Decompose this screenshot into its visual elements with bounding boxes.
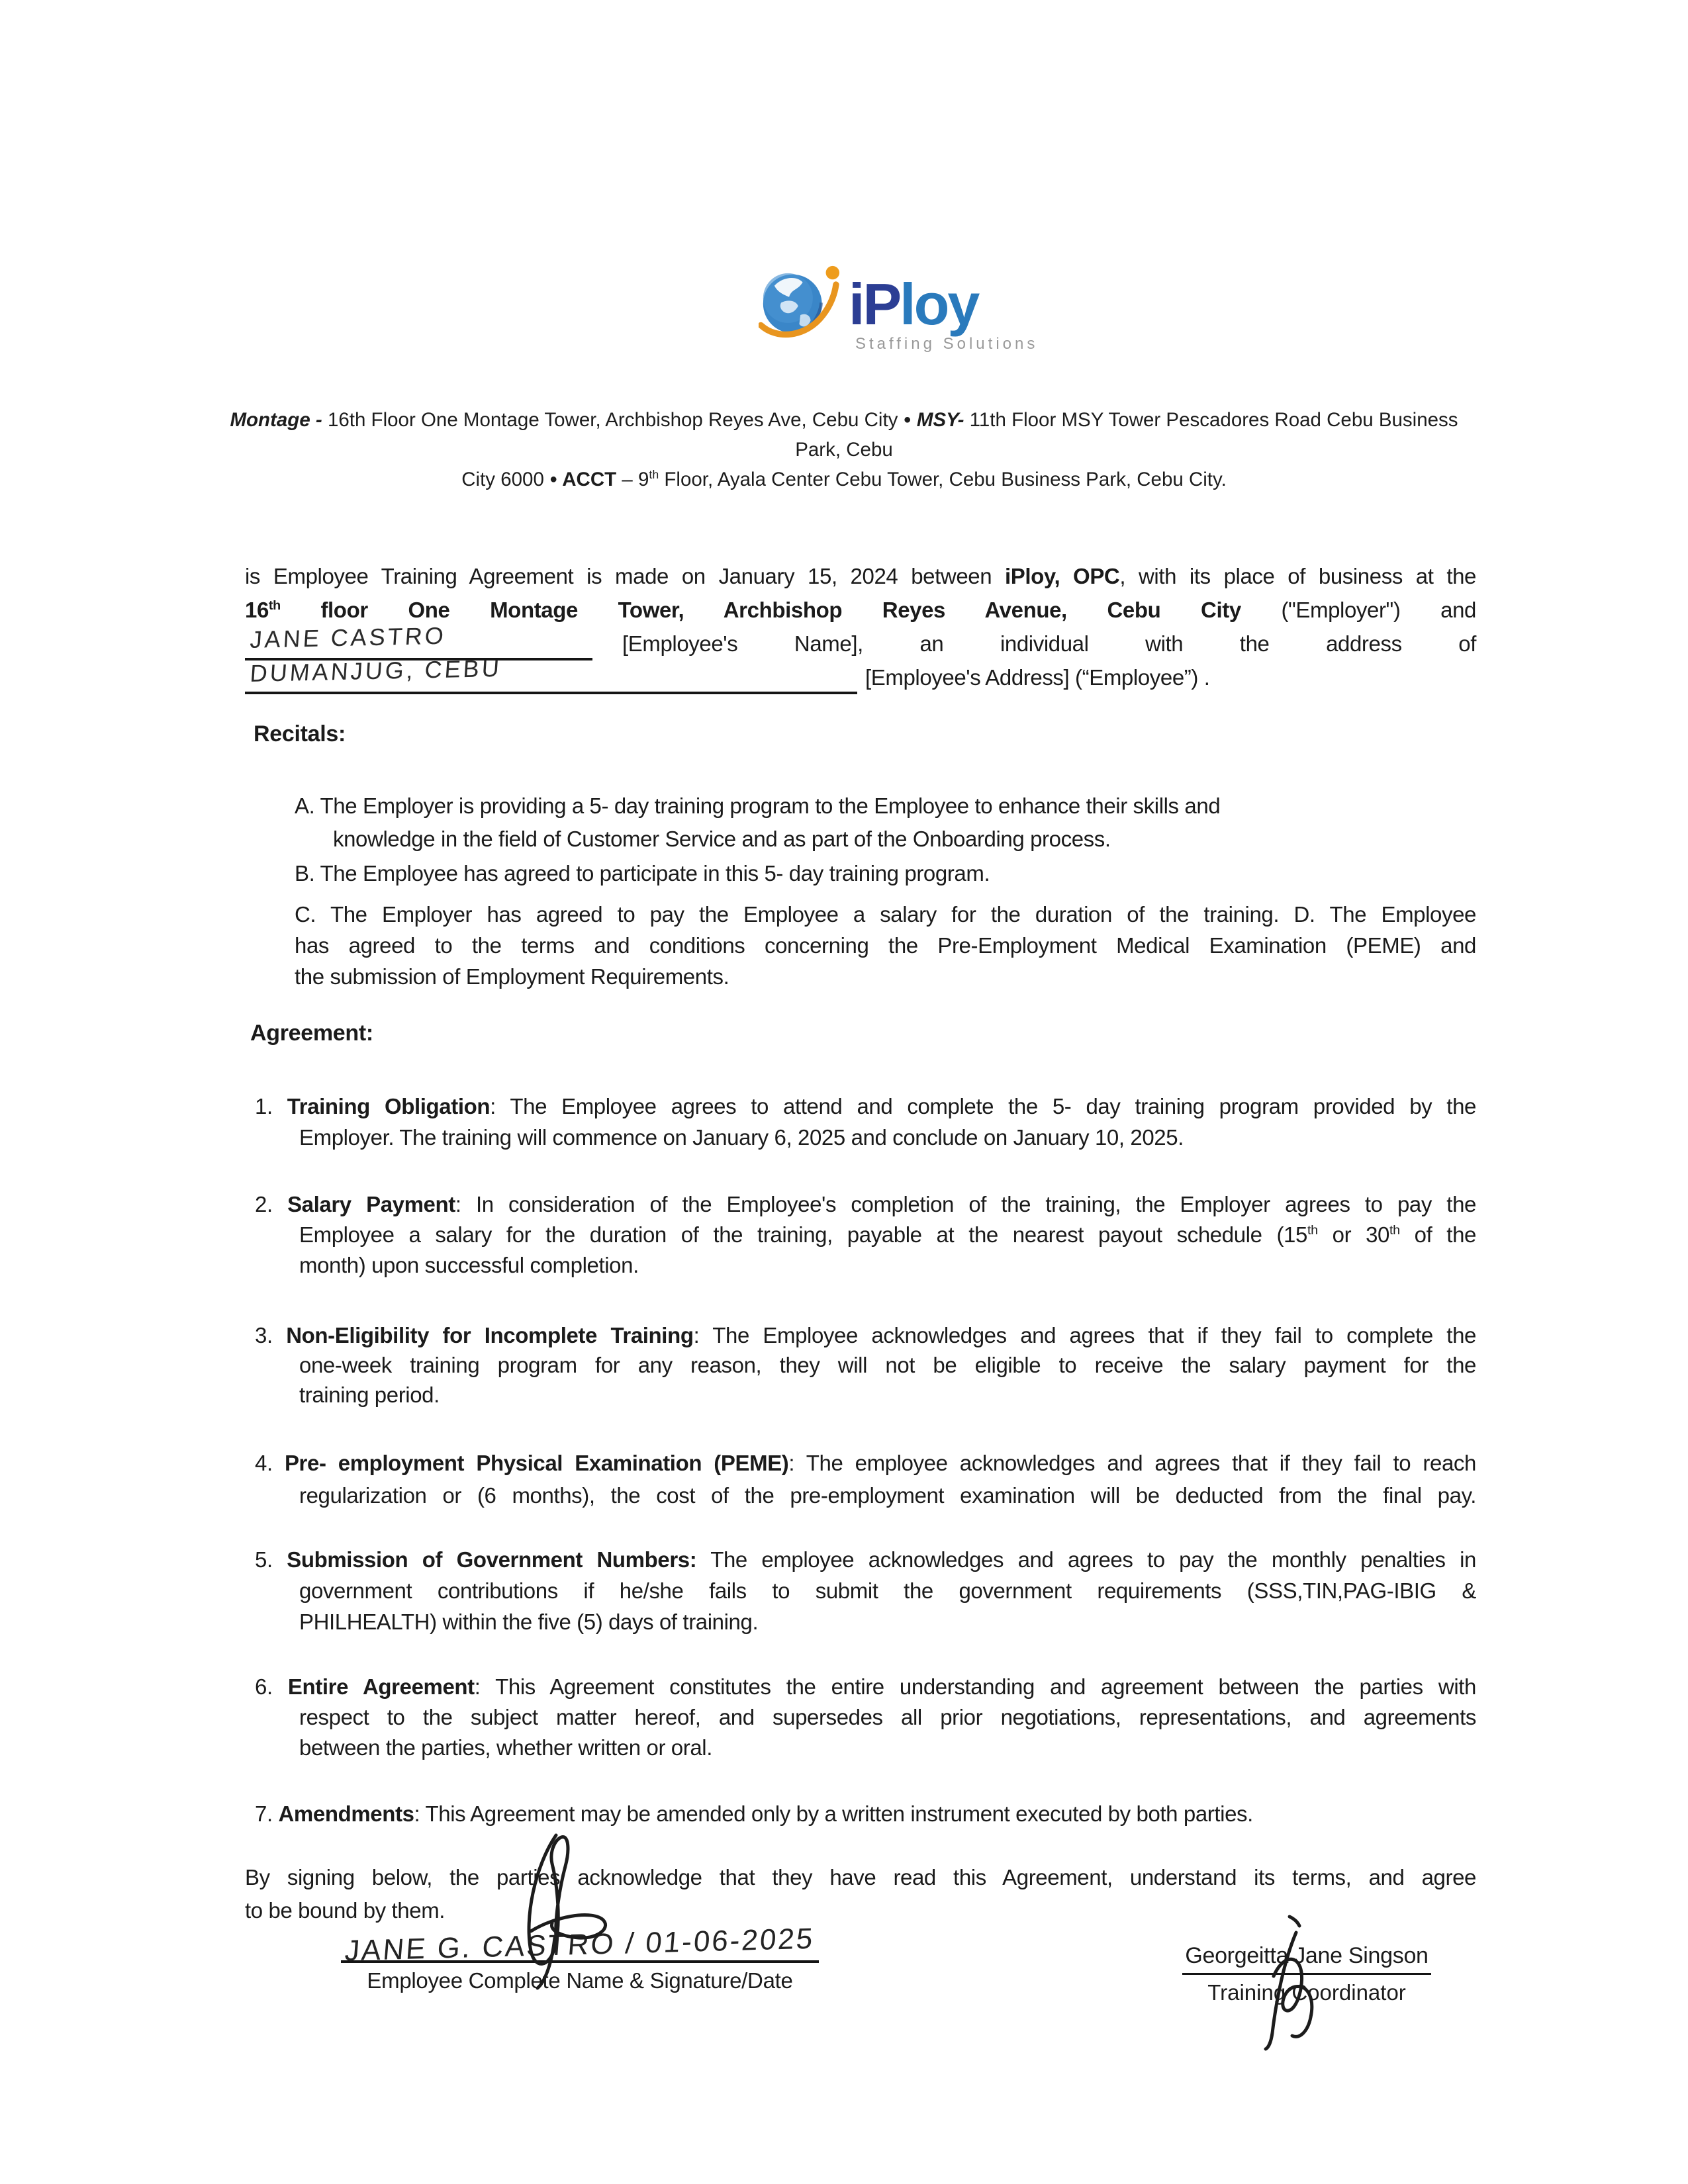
item-4-line-1 <box>245 1447 1476 1479</box>
text-run: [Employee's Name], an individual with the address of <box>622 631 1476 656</box>
item-7-line-1 <box>245 1798 1476 1829</box>
text-run: [Employee's Address] (“Employee”) . <box>865 665 1210 690</box>
text-run: is Employee Training Agreement is made on January 15, 2024 between <box>245 564 1006 588</box>
item-2-line-3: month) upon successful completion. <box>299 1253 639 1277</box>
item-1-line-1 <box>245 1091 1476 1122</box>
item-3-line-2: one-week training program for any reason, they will not be eligible to receive the salary payment for the <box>299 1353 1476 1377</box>
item-number: 1. <box>255 1094 287 1118</box>
employee-address-blank-line <box>245 654 857 694</box>
item-number: 5. <box>255 1547 287 1572</box>
closing-paragraph <box>245 1861 1476 1927</box>
text-run: The employee acknowledges and agrees to pay the monthly penalties in <box>696 1547 1476 1572</box>
text-run: 16th Floor One Montage Tower, Archbishop Reyes Ave, Cebu City <box>322 409 904 431</box>
item-6-line-1 <box>245 1672 1476 1702</box>
brand-prefix: iP <box>849 271 900 337</box>
agreement-item-7 <box>245 1798 1476 1829</box>
globe-swoosh-icon <box>759 258 843 345</box>
text-run: Floor, Ayala Center Cebu Tower, Cebu Business Park, Cebu City. <box>659 469 1227 490</box>
recital-c-line-1: C. The Employer has agreed to pay the Employee a salary for the duration of the training. D. The Employee <box>295 902 1476 927</box>
recital-a-line-2: knowledge in the field of Customer Service and as part of the Onboarding process. <box>333 827 1111 851</box>
office-address <box>212 405 1476 494</box>
item-title: Entire Agreement <box>287 1674 475 1699</box>
recitals-heading: Recitals: <box>254 721 346 747</box>
text-run: : This Agreement constitutes the entire understanding and agreement between the parties with <box>474 1674 1476 1699</box>
text-run: – 9 <box>616 469 649 490</box>
employer-name-bold: iPloy, OPC <box>1005 564 1120 588</box>
recital-item-c <box>245 899 1476 992</box>
item-2-line-1 <box>245 1189 1476 1220</box>
text-run: , with its place of business at the <box>1119 564 1477 588</box>
closing-line-1: By signing below, the parties acknowledge that they have read this Agreement, understand its terms, and agree <box>245 1865 1476 1889</box>
montage-label: Montage - <box>230 409 322 431</box>
coordinator-title: Training Coordinator <box>1207 1980 1406 2005</box>
intro-line-4 <box>245 654 1476 694</box>
agreement-heading: Agreement: <box>250 1021 373 1046</box>
item-title: Pre- employment Physical Examination (PEME) <box>284 1451 789 1475</box>
item-number: 2. <box>255 1192 288 1216</box>
item-title: Training Obligation <box>287 1094 491 1118</box>
text-run: : In consideration of the Employee's completion of the training, the Employer agrees to pay the <box>455 1192 1476 1216</box>
intro-line-1 <box>245 559 1476 593</box>
text-run: Employee a salary for the duration of the training, payable at the nearest payout schedule (15 <box>299 1222 1307 1247</box>
intro-paragraph <box>245 559 1476 694</box>
recital-c-line-2: has agreed to the terms and conditions concerning the Pre-Employment Medical Examination (PEME) and <box>295 933 1476 958</box>
recital-a-line-1: A. The Employer is providing a 5- day training program to the Employee to enhance their skills and <box>295 794 1221 818</box>
iploy-logo <box>759 258 1038 353</box>
employee-name-date-handwritten: JANE G. CASTRO / 01-06-2025 <box>344 1922 816 1968</box>
agreement-item-2 <box>245 1189 1476 1281</box>
employee-name-handwritten: JANE CASTRO <box>249 621 447 653</box>
brand-suffix: loy <box>900 271 978 337</box>
closing-line-2: to be bound by them. <box>245 1898 445 1923</box>
text-run: or 30 <box>1317 1222 1389 1247</box>
item-title: Non-Eligibility for Incomplete Training <box>286 1323 694 1347</box>
item-6-line-3: between the parties, whether written or oral. <box>299 1735 713 1760</box>
agreement-item-4 <box>245 1447 1476 1512</box>
recital-c-line-3: the submission of Employment Requirements. <box>295 964 729 989</box>
item-number: 3. <box>255 1323 287 1347</box>
item-2-line-2 <box>245 1220 1476 1250</box>
text-run: ("Employer") and <box>1281 598 1476 622</box>
item-number: 6. <box>255 1674 288 1699</box>
address-line-1 <box>212 405 1476 465</box>
ordinal-suffix: th <box>1307 1223 1318 1238</box>
recital-b-line-1: B. The Employee has agreed to participate in this 5- day training program. <box>295 861 990 886</box>
address-line-2 <box>212 465 1476 494</box>
logo-text-block <box>849 271 1039 353</box>
agreement-item-5 <box>245 1544 1476 1637</box>
text-run: : The Employee acknowledges and agrees that if they fail to complete the <box>693 1323 1476 1347</box>
item-title: Amendments <box>278 1801 414 1826</box>
item-number: 4. <box>255 1451 285 1475</box>
recital-item-b <box>245 857 1476 890</box>
coordinator-name: Georgeitta Jane Singson <box>1182 1943 1430 1975</box>
msy-label: MSY- <box>911 409 964 431</box>
item-3-line-1 <box>245 1320 1476 1350</box>
item-number: 7. <box>255 1801 279 1826</box>
bullet-separator: ● <box>903 412 912 427</box>
text-run: 11th Floor MSY Tower Pescadores Road Cebu Business Park, Cebu <box>795 409 1458 461</box>
bullet-separator: ● <box>549 472 558 486</box>
item-5-line-3: PHILHEALTH) within the five (5) days of training. <box>299 1610 759 1634</box>
text-run: : This Agreement may be amended only by a written instrument executed by both parties. <box>414 1801 1253 1826</box>
text-run: : The Employee agrees to attend and complete the 5- day training program provided by the <box>490 1094 1476 1118</box>
item-3-line-3: training period. <box>299 1383 440 1407</box>
text-run: : The employee acknowledges and agrees that if they fail to reach <box>788 1451 1476 1475</box>
agreement-item-6 <box>245 1672 1476 1763</box>
item-title: Submission of Government Numbers: <box>287 1547 697 1572</box>
item-5-line-2: government contributions if he/she fails to submit the government requirements (SSS,TIN,PAG-IBIG & <box>299 1578 1476 1603</box>
bold-run: 16 <box>245 598 269 622</box>
item-title: Salary Payment <box>287 1192 455 1216</box>
employee-signature-label: Employee Complete Name & Signature/Date <box>367 1968 793 1993</box>
text-run: City 6000 <box>461 469 550 490</box>
logo-tagline: Staffing Solutions <box>855 335 1039 353</box>
agreement-item-3 <box>245 1320 1476 1410</box>
item-6-line-2: respect to the subject matter hereof, and supersedes all prior negotiations, representations, and agreements <box>299 1705 1476 1729</box>
ordinal-suffix: th <box>268 598 281 613</box>
item-5-line-1 <box>245 1544 1476 1575</box>
recital-item-a <box>245 790 1476 856</box>
ordinal-suffix: th <box>649 468 659 482</box>
coordinator-signature-block <box>1170 1943 1443 2005</box>
item-1-line-2: Employer. The training will commence on January 6, 2025 and conclude on January 10, 2025. <box>299 1125 1184 1150</box>
bold-run: floor One Montage Tower, Archbishop Reyes Avenue, Cebu City <box>280 598 1282 622</box>
acct-label: ACCT <box>557 469 617 490</box>
employee-address-handwritten: DUMANJUG, CEBU <box>249 654 503 687</box>
item-4-line-2: regularization or (6 months), the cost of the pre-employment examination will be deducted from the final pay. <box>299 1483 1476 1508</box>
employee-signature-block <box>341 1922 819 1993</box>
agreement-item-1 <box>245 1091 1476 1153</box>
text-run: of the <box>1399 1222 1476 1247</box>
logo-brand <box>849 271 1038 337</box>
ordinal-suffix: th <box>1389 1223 1400 1238</box>
